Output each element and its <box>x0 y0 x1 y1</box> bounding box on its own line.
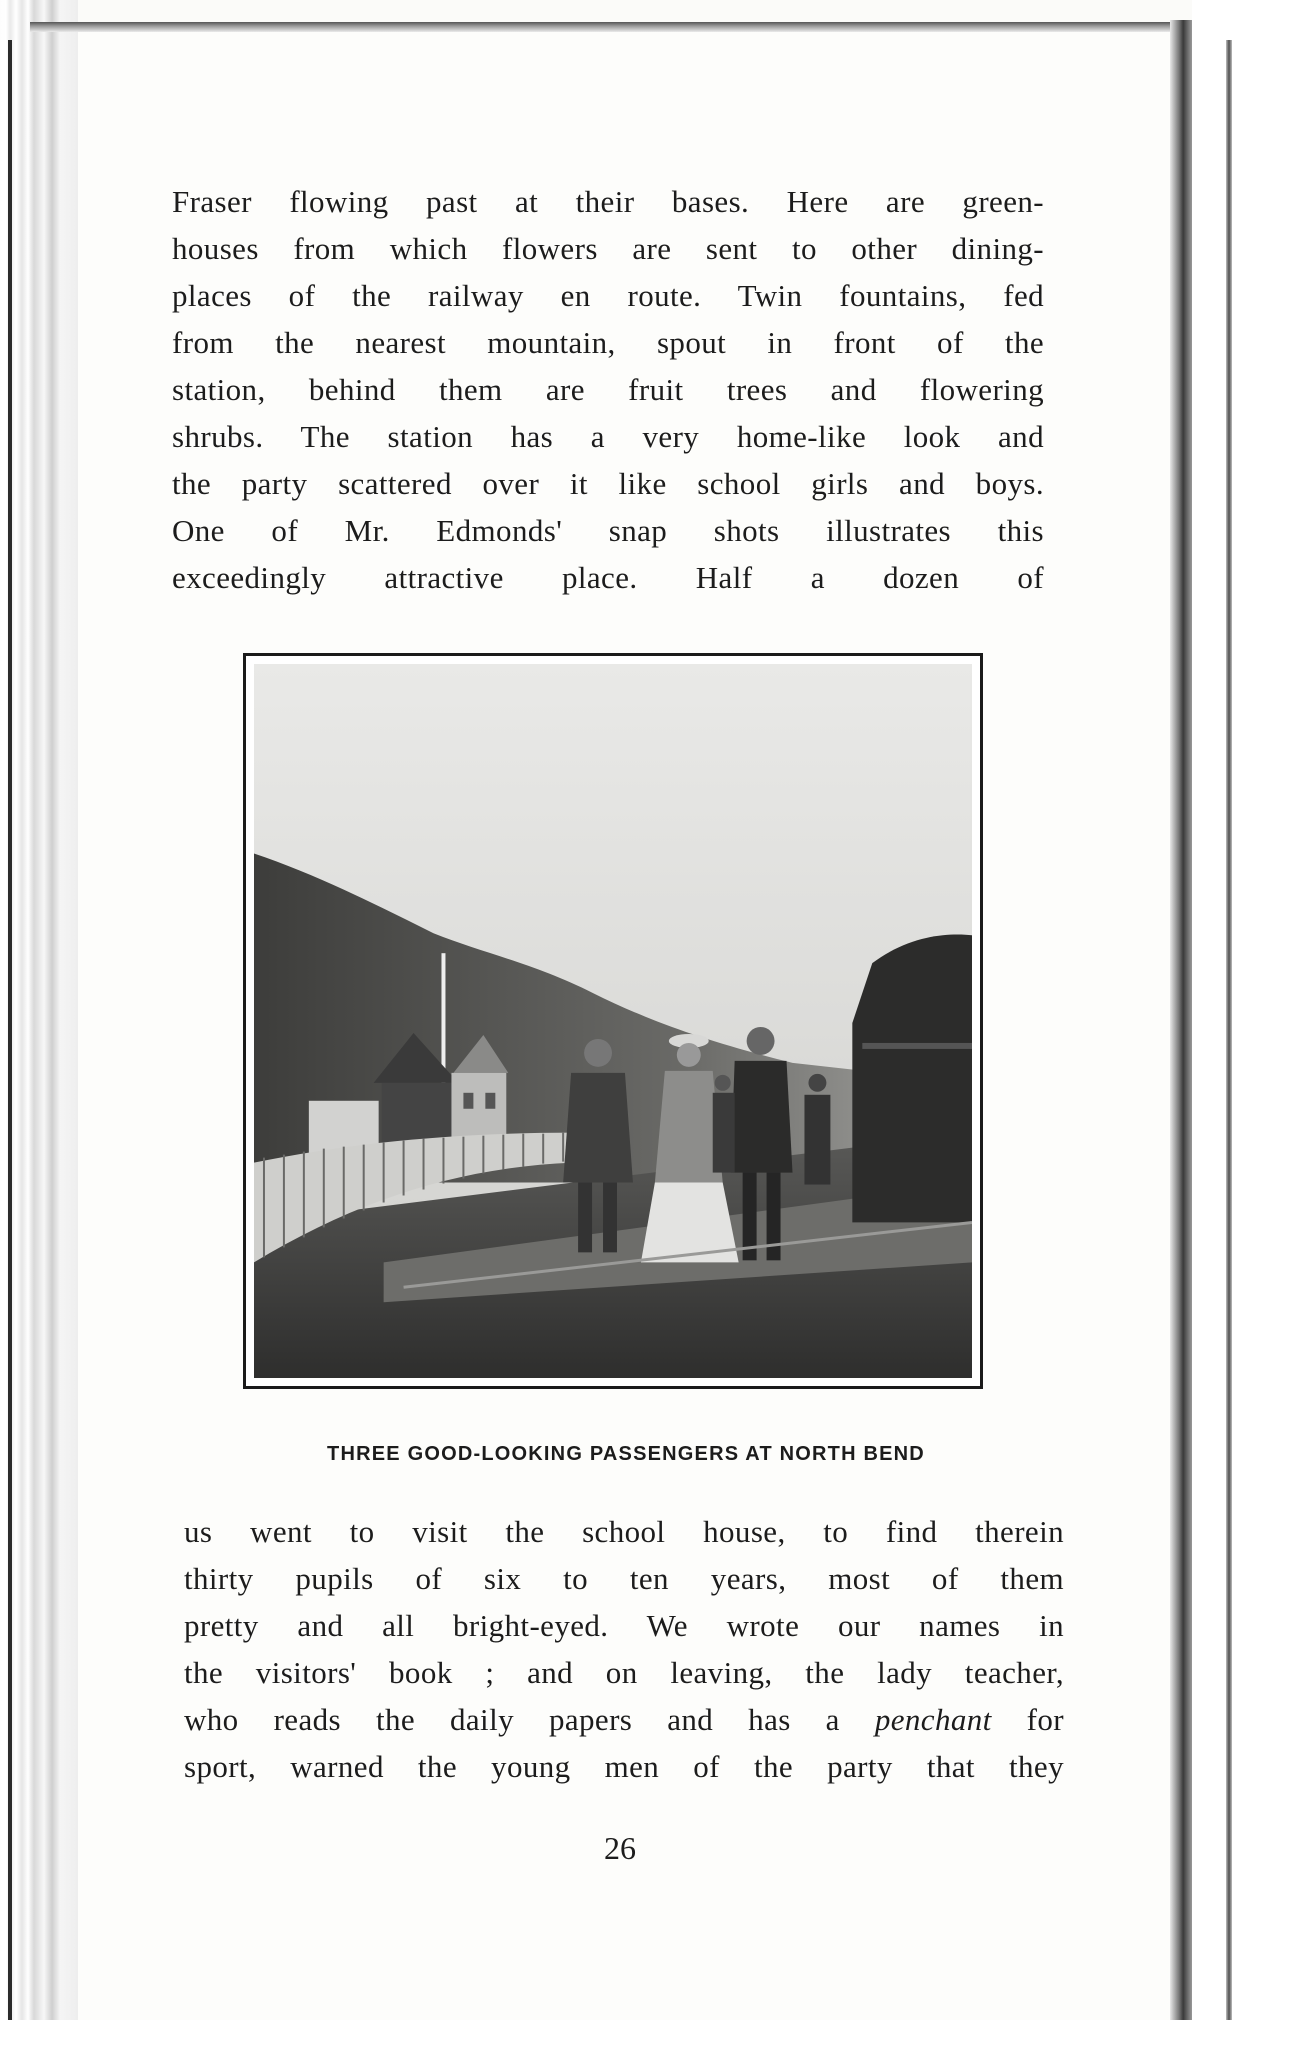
top-page-shadow <box>30 22 1170 32</box>
text-line: places of the railway en route. Twin fountains, fed <box>172 278 1044 313</box>
text-line: sport, warned the young men of the party that they <box>184 1749 1064 1784</box>
left-binding-line <box>8 40 12 2030</box>
text-line: One of Mr. Edmonds' snap shots illustrates this <box>172 513 1044 548</box>
text-line: station, behind them are fruit trees and flowering <box>172 372 1044 407</box>
bottom-edge <box>0 2020 1296 2048</box>
italic-word: penchant <box>874 1702 992 1737</box>
page-number: 26 <box>604 1830 636 1866</box>
halftone-photograph <box>243 653 983 1389</box>
text-line: houses from which flowers are sent to other dining- <box>172 231 1044 266</box>
paragraph-bottom <box>184 1508 1064 1790</box>
photo-caption: THREE GOOD-LOOKING PASSENGERS AT NORTH BEND <box>327 1443 925 1465</box>
text-line: thirty pupils of six to ten years, most of them <box>184 1561 1064 1596</box>
paragraph-top <box>172 178 1044 601</box>
text-segment: for <box>991 1702 1064 1737</box>
text-line: Fraser flowing past at their bases. Here are green- <box>172 184 1044 219</box>
facing-page-shadow <box>1226 40 1232 2020</box>
text-line: us went to visit the school house, to find therein <box>184 1514 1064 1549</box>
photo-illustration <box>254 664 972 1378</box>
text-line: exceedingly attractive place. Half a dozen of <box>172 560 1044 595</box>
text-line: the visitors' book ; and on leaving, the lady teacher, <box>184 1655 1064 1690</box>
text-line: shrubs. The station has a very home-like look and <box>172 419 1044 454</box>
text-line: the party scattered over it like school girls and boys. <box>172 466 1044 501</box>
text-line: from the nearest mountain, spout in front of the <box>172 325 1044 360</box>
facing-page-edge <box>1192 0 1296 2048</box>
text-segment: who reads the daily papers and has a <box>184 1702 875 1737</box>
text-line: pretty and all bright-eyed. We wrote our names in <box>184 1608 1064 1643</box>
text-line-with-italic <box>184 1696 1064 1743</box>
book-gutter <box>1170 20 1192 2030</box>
